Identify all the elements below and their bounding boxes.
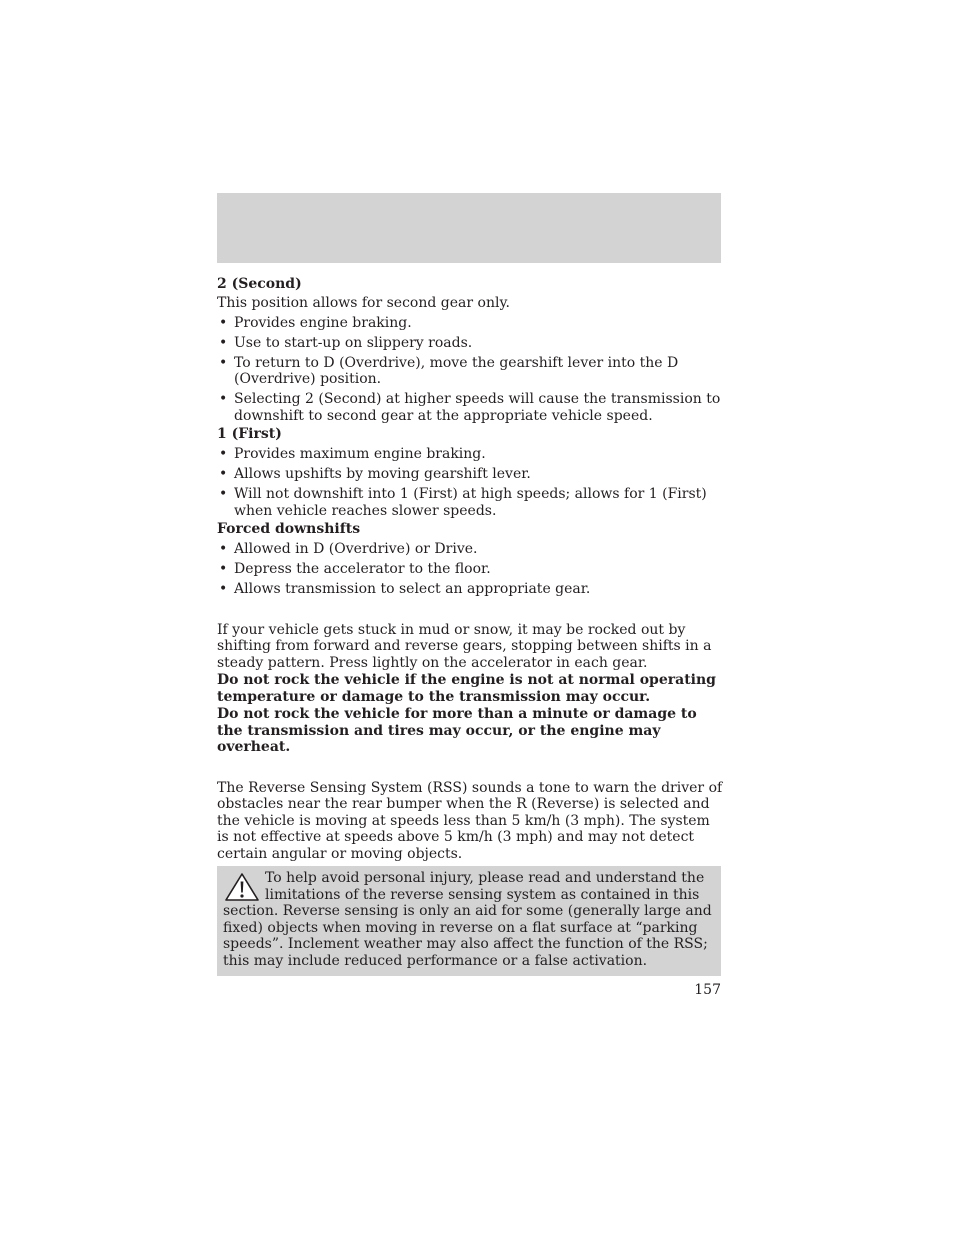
- page-content: [217, 276, 725, 976]
- list-item: • Selecting 2 (Second) at higher speeds will cause the transmission to downshift to second gear at the appropriate vehicle speed.: [217, 391, 725, 424]
- heading-first: 1 (First): [217, 426, 282, 442]
- list-item: • Allows transmission to select an appropriate gear.: [217, 581, 725, 598]
- forced-bullet-list: [217, 541, 725, 598]
- page-number: 157: [694, 982, 721, 998]
- second-intro: This position allows for second gear only.: [217, 294, 510, 311]
- warning-triangle-icon: [223, 872, 261, 902]
- list-item: • Provides maximum engine braking.: [217, 446, 725, 463]
- rocking-warning-duration: Do not rock the vehicle for more than a minute or damage to the transmission and tires may occur, or the engine may overheat.: [217, 706, 697, 755]
- second-bullet-list: [217, 315, 725, 425]
- rss-warning-text: To help avoid personal injury, please read and understand the limitations of the reverse sensing system as contained in this section. Reverse sensing is only an aid for some (generally large and fixed) objects when moving in reverse on a flat surface at “parking speeds”. Inclement weather may also affect the function of the RSS; this may include reduced performance or a false activation.: [223, 870, 712, 969]
- heading-forced-downshifts: Forced downshifts: [217, 521, 361, 537]
- rss-paragraph: The Reverse Sensing System (RSS) sounds a tone to warn the driver of obstacles near the rear bumper when the R (Reverse) is selected and the vehicle is moving at speeds less than 5 km/h (3 mph). The system is not effective at speeds above 5 km/h (3 mph) and may not detect certain angular or moving objects.: [217, 779, 723, 862]
- rocking-warning-temperature: Do not rock the vehicle if the engine is not at normal operating temperature or damage to the transmission may occur.: [217, 672, 716, 705]
- heading-second: 2 (Second): [217, 276, 302, 292]
- chapter-header-band: [217, 193, 721, 263]
- list-item: • Allowed in D (Overdrive) or Drive.: [217, 541, 725, 558]
- list-item: • Depress the accelerator to the floor.: [217, 561, 725, 578]
- list-item: • Provides engine braking.: [217, 315, 725, 332]
- rocking-paragraph: If your vehicle gets stuck in mud or snow, it may be rocked out by shifting from forward and reverse gears, stopping between shifts in a steady pattern. Press lightly on the accelerator in each gear.: [217, 621, 712, 671]
- rss-warning-box: [217, 866, 721, 976]
- list-item: • Will not downshift into 1 (First) at high speeds; allows for 1 (First) when vehicle reaches slower speeds.: [217, 486, 725, 519]
- list-item: • To return to D (Overdrive), move the gearshift lever into the D (Overdrive) position.: [217, 355, 725, 388]
- first-bullet-list: [217, 446, 725, 519]
- list-item: • Allows upshifts by moving gearshift lever.: [217, 466, 725, 483]
- list-item: • Use to start-up on slippery roads.: [217, 335, 725, 352]
